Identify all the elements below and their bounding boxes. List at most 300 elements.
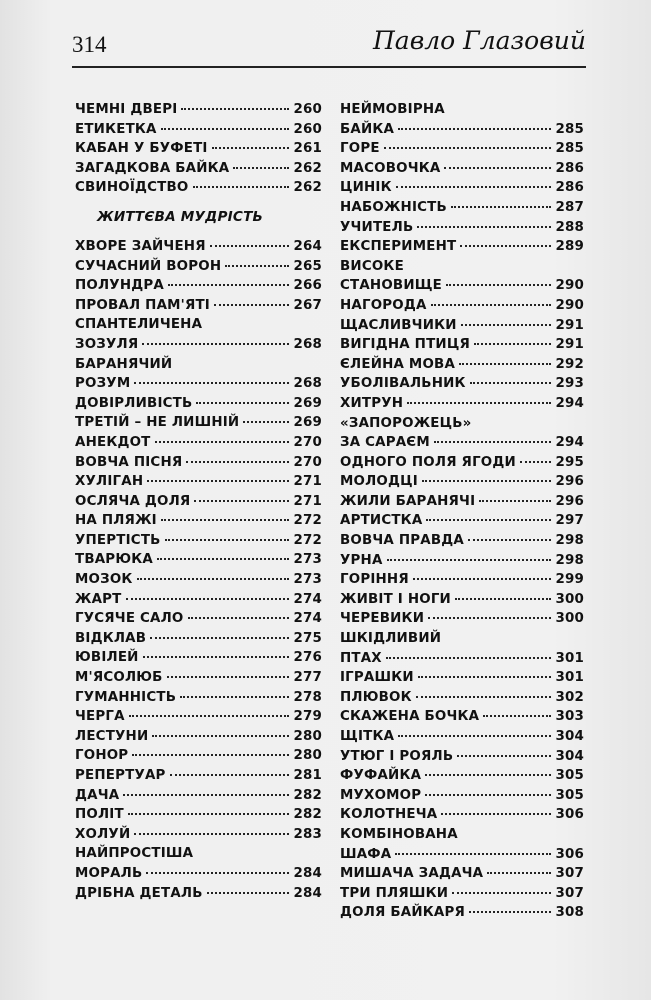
toc-list-section xyxy=(75,237,322,903)
toc-entry xyxy=(75,786,322,806)
toc-entry xyxy=(75,139,322,159)
toc-entry-title: БАРАНЯЧИЙ xyxy=(75,356,173,372)
dot-leader xyxy=(386,657,552,659)
toc-entry-title: УРНА xyxy=(340,552,383,568)
toc-entry-title: ОДНОГО ПОЛЯ ЯГОДИ xyxy=(340,454,516,470)
toc-entry xyxy=(340,747,584,767)
toc-entry-title: ВИГІДНА ПТИЦЯ xyxy=(340,337,470,353)
toc-entry-page: 262 xyxy=(293,160,322,176)
toc-entry-title: ПРОВАЛ ПАМ'ЯТІ xyxy=(75,297,210,313)
dot-leader xyxy=(181,108,289,110)
toc-entry-page: 266 xyxy=(293,278,322,294)
toc-entry-title: ЖАРТ xyxy=(75,591,122,607)
toc-entry xyxy=(340,531,584,551)
toc-entry xyxy=(340,668,584,688)
toc-right-column xyxy=(340,100,584,923)
toc-entry xyxy=(340,100,584,120)
toc-entry-page: 296 xyxy=(555,474,584,490)
toc-entry-page: 285 xyxy=(555,141,584,157)
toc-entry-page: 304 xyxy=(555,729,584,744)
toc-entry xyxy=(340,688,584,708)
toc-entry-title: ЄЛЕЙНА МОВА xyxy=(340,356,456,372)
toc-entry xyxy=(75,335,322,355)
toc-entry-page: 304 xyxy=(555,748,584,764)
dot-leader xyxy=(441,813,551,815)
dot-leader xyxy=(444,167,551,169)
dot-leader xyxy=(155,441,290,443)
toc-entry-title: НЕЙМОВІРНА xyxy=(340,102,445,117)
toc-entry-title: СТАНОВИЩЕ xyxy=(340,278,443,294)
toc-entry-title: ФУФАЙКА xyxy=(340,768,422,784)
toc-entry-page: 277 xyxy=(293,670,322,686)
dot-leader xyxy=(395,853,551,855)
toc-entry-title: ЩАСЛИВЧИКИ xyxy=(340,317,457,333)
toc-entry-title: ВИСОКЕ xyxy=(340,258,404,274)
toc-entry-title: ЖИВІТ І НОГИ xyxy=(340,591,451,607)
dot-leader xyxy=(152,735,289,737)
toc-entry xyxy=(340,766,584,786)
toc-entry-page: 282 xyxy=(293,787,322,803)
toc-entry xyxy=(75,570,322,590)
dot-leader xyxy=(161,128,290,130)
toc-entry-page: 288 xyxy=(555,219,584,235)
dot-leader xyxy=(147,480,289,482)
toc-entry-page: 270 xyxy=(293,454,322,470)
dot-leader xyxy=(468,539,552,541)
toc-entry-title: МАСОВОЧКА xyxy=(340,160,441,176)
dot-leader xyxy=(461,324,552,326)
toc-entry-page: 264 xyxy=(293,238,322,254)
toc-entry xyxy=(340,511,584,531)
toc-entry-title: МУХОМОР xyxy=(340,787,422,803)
toc-entry xyxy=(340,570,584,590)
toc-entry xyxy=(75,433,322,453)
toc-entry-title: ІГРАШКИ xyxy=(340,670,414,686)
toc-entry xyxy=(340,335,584,355)
toc-entry xyxy=(340,472,584,492)
toc-entry-title: М'ЯСОЛЮБ xyxy=(75,670,163,686)
toc-entry xyxy=(75,746,322,766)
toc-entry-title: ЧЕМНІ ДВЕРІ xyxy=(75,102,178,117)
toc-entry xyxy=(75,805,322,825)
toc-entry-page: 273 xyxy=(293,572,322,588)
toc-entry xyxy=(75,707,322,727)
toc-entry-page: 305 xyxy=(555,787,584,803)
dot-leader xyxy=(165,539,290,541)
toc-entry-title: МОЛОДЦІ xyxy=(340,474,418,490)
dot-leader xyxy=(398,735,551,737)
toc-entry-page: 296 xyxy=(555,493,584,509)
dot-leader xyxy=(233,167,289,169)
toc-entry-title: ДОВІРЛИВІСТЬ xyxy=(75,395,193,411)
toc-entry-title: ДОЛЯ БАЙКАРЯ xyxy=(340,905,466,921)
toc-entry xyxy=(340,374,584,394)
toc-entry-page: 308 xyxy=(555,905,584,921)
toc-entry-page: 294 xyxy=(555,395,584,411)
dot-leader xyxy=(520,461,552,463)
toc-entry-title: АРТИСТКА xyxy=(340,513,423,529)
toc-entry-title: СПАНТЕЛИЧЕНА xyxy=(75,317,203,333)
toc-entry-page: 261 xyxy=(293,141,322,157)
dot-leader xyxy=(446,284,551,286)
toc-entry xyxy=(340,629,584,649)
toc-entry-title: ЧЕРГА xyxy=(75,709,125,725)
toc-entry-page: 283 xyxy=(293,826,322,842)
toc-entry-title: НАГОРОДА xyxy=(340,297,427,313)
toc-entry-page: 300 xyxy=(555,591,584,607)
toc-entry-title: СУЧАСНИЙ ВОРОН xyxy=(75,258,222,274)
toc-entry-title: МОЗОК xyxy=(75,572,133,588)
running-head-author: Павло Глазовий xyxy=(373,26,586,55)
toc-entry xyxy=(340,864,584,884)
dot-leader xyxy=(243,421,289,423)
toc-entry-title: НАБОЖНІСТЬ xyxy=(340,199,447,215)
toc-entry-title: ВОВЧА ПРАВДА xyxy=(340,533,464,549)
toc-entry xyxy=(75,159,322,179)
toc-entry xyxy=(340,845,584,865)
dot-leader xyxy=(479,500,551,502)
toc-entry xyxy=(75,472,322,492)
toc-entry xyxy=(75,394,322,414)
toc-entry xyxy=(340,551,584,571)
toc-entry xyxy=(75,864,322,884)
toc-entry-title: ГУМАННІСТЬ xyxy=(75,689,177,705)
dot-leader xyxy=(413,578,552,580)
toc-entry-page: 269 xyxy=(293,415,322,431)
toc-entry xyxy=(340,394,584,414)
toc-entry-title: МИШАЧА ЗАДАЧА xyxy=(340,866,484,882)
dot-leader xyxy=(134,833,289,835)
toc-entry-page: 260 xyxy=(293,121,322,137)
dot-leader xyxy=(431,304,552,306)
toc-entry xyxy=(75,453,322,473)
dot-leader xyxy=(134,382,289,384)
toc-entry xyxy=(75,355,322,375)
toc-entry xyxy=(340,805,584,825)
toc-entry-page: 286 xyxy=(555,180,584,196)
toc-list-before-section xyxy=(75,100,322,198)
toc-entry xyxy=(340,159,584,179)
toc-entry xyxy=(75,257,322,277)
toc-entry-page: 293 xyxy=(555,376,584,392)
toc-entry-title: КАБАН У БУФЕТІ xyxy=(75,141,208,157)
toc-entry xyxy=(75,296,322,316)
dot-leader xyxy=(428,617,551,619)
dot-leader xyxy=(407,402,551,404)
dot-leader xyxy=(422,480,551,482)
toc-entry-title: ХОЛУЙ xyxy=(75,826,131,842)
dot-leader xyxy=(474,343,551,345)
dot-leader xyxy=(483,715,551,717)
dot-leader xyxy=(180,696,289,698)
dot-leader xyxy=(425,794,551,796)
toc-entry-page: 301 xyxy=(555,670,584,686)
dot-leader xyxy=(188,617,290,619)
toc-entry-page: 272 xyxy=(293,532,322,548)
dot-leader xyxy=(207,892,290,894)
toc-entry-page: 291 xyxy=(555,317,584,333)
toc-left-column xyxy=(75,100,322,903)
toc-entry-title: КОЛОТНЕЧА xyxy=(340,807,438,823)
dot-leader xyxy=(396,186,552,188)
toc-entry xyxy=(75,511,322,531)
toc-entry-page: 282 xyxy=(293,807,322,823)
dot-leader xyxy=(143,656,290,658)
toc-entry-title: КОМБІНОВАНА xyxy=(340,826,458,842)
dot-leader xyxy=(186,461,289,463)
dot-leader xyxy=(129,715,290,717)
toc-entry-page: 291 xyxy=(555,337,584,353)
toc-entry-page: 260 xyxy=(293,102,322,117)
toc-entry-title: УТЮГ І РОЯЛЬ xyxy=(340,748,454,764)
dot-leader xyxy=(123,794,289,796)
toc-entry-page: 298 xyxy=(555,552,584,568)
dot-leader xyxy=(469,911,551,913)
toc-entry-page: 267 xyxy=(293,297,322,313)
page-header xyxy=(72,26,586,68)
toc-entry xyxy=(75,766,322,786)
toc-entry xyxy=(340,590,584,610)
dot-leader xyxy=(137,578,290,580)
toc-entry-title: ДРІБНА ДЕТАЛЬ xyxy=(75,885,203,901)
toc-entry-page: 268 xyxy=(293,336,322,352)
toc-entry xyxy=(340,786,584,806)
toc-entry xyxy=(340,257,584,277)
toc-entry-title: НА ПЛЯЖІ xyxy=(75,513,157,529)
toc-entry-title: «ЗАПОРОЖЕЦЬ» xyxy=(340,415,472,431)
toc-entry-page: 273 xyxy=(293,552,322,568)
dot-leader xyxy=(194,500,289,502)
toc-entry-title: ЖИЛИ БАРАНЯЧІ xyxy=(340,493,476,509)
dot-leader xyxy=(132,754,289,756)
dot-leader xyxy=(168,284,289,286)
toc-entry-page: 274 xyxy=(293,591,322,607)
toc-entry-title: УБОЛІВАЛЬНИК xyxy=(340,376,466,392)
dot-leader xyxy=(212,147,290,149)
toc-entry-title: ЦИНІК xyxy=(340,180,392,196)
toc-entry-title: МОРАЛЬ xyxy=(75,865,143,881)
toc-entry-page: 306 xyxy=(555,807,584,823)
toc-entry xyxy=(340,414,584,434)
toc-entry-title: ПОЛУНДРА xyxy=(75,278,164,294)
toc-entry xyxy=(340,316,584,336)
toc-entry-title: ГОНОР xyxy=(75,748,129,764)
toc-entry xyxy=(75,315,322,335)
toc-entry-title: ТВАРЮКА xyxy=(75,552,153,568)
toc-entry-page: 284 xyxy=(293,885,322,901)
toc-entry xyxy=(340,492,584,512)
dot-leader xyxy=(451,206,552,208)
toc-entry-title: УПЕРТІСТЬ xyxy=(75,532,161,548)
toc-entry xyxy=(75,884,322,904)
toc-entry-title: УЧИТЕЛЬ xyxy=(340,219,414,235)
toc-entry xyxy=(340,139,584,159)
dot-leader xyxy=(398,128,551,130)
dot-leader xyxy=(387,559,552,561)
toc-entry-page: 289 xyxy=(555,239,584,255)
toc-entry-page: 295 xyxy=(555,454,584,470)
toc-entry-page: 279 xyxy=(293,709,322,725)
toc-entry-page: 271 xyxy=(293,474,322,490)
toc-entry-page: 274 xyxy=(293,611,322,627)
toc-entry-page: 269 xyxy=(293,395,322,411)
toc-entry xyxy=(75,178,322,198)
toc-entry-title: ВІДКЛАВ xyxy=(75,630,147,646)
toc-entry-page: 285 xyxy=(555,121,584,137)
toc-entry xyxy=(340,355,584,375)
toc-entry xyxy=(75,550,322,570)
toc-entry xyxy=(340,276,584,296)
toc-entry xyxy=(340,649,584,669)
page-number: 314 xyxy=(72,32,107,57)
toc-entry-title: ЧЕРЕВИКИ xyxy=(340,611,425,627)
toc-entry xyxy=(340,237,584,257)
toc-entry xyxy=(340,609,584,629)
toc-entry-title: ХУЛІГАН xyxy=(75,474,144,490)
toc-entry-title: ЗОЗУЛЯ xyxy=(75,336,139,352)
toc-entry xyxy=(340,727,584,747)
toc-entry xyxy=(75,590,322,610)
toc-entry-page: 306 xyxy=(555,846,584,862)
toc-entry-title: ШАФА xyxy=(340,846,392,862)
toc-entry-title: РЕПЕРТУАР xyxy=(75,768,166,783)
toc-entry-page: 305 xyxy=(555,768,584,784)
toc-entry-page: 265 xyxy=(293,258,322,274)
dot-leader xyxy=(142,343,289,345)
dot-leader xyxy=(210,245,290,247)
toc-entry xyxy=(340,178,584,198)
dot-leader xyxy=(384,147,552,149)
toc-entry-title: АНЕКДОТ xyxy=(75,434,151,450)
dot-leader xyxy=(167,676,290,678)
toc-entry-page: 284 xyxy=(293,865,322,881)
toc-entry xyxy=(340,120,584,140)
dot-leader xyxy=(416,696,552,698)
toc-entry-title: ПТАХ xyxy=(340,650,382,666)
toc-entry-title: ВОВЧА ПІСНЯ xyxy=(75,454,183,470)
toc-entry xyxy=(340,453,584,473)
dot-leader xyxy=(128,813,290,815)
toc-entry-title: БАЙКА xyxy=(340,121,395,137)
toc-entry-title: ДАЧА xyxy=(75,787,120,803)
dot-leader xyxy=(150,637,289,639)
toc-entry-page: 301 xyxy=(555,650,584,666)
toc-entry-title: СКАЖЕНА БОЧКА xyxy=(340,709,480,725)
toc-entry xyxy=(75,825,322,845)
toc-entry-title: ШКІДЛИВИЙ xyxy=(340,631,442,647)
toc-entry-page: 278 xyxy=(293,689,322,705)
dot-leader xyxy=(418,676,552,678)
dot-leader xyxy=(170,774,290,776)
dot-leader xyxy=(126,598,290,600)
toc-entry-page: 300 xyxy=(555,611,584,627)
toc-entry xyxy=(340,433,584,453)
toc-entry-page: 286 xyxy=(555,160,584,176)
dot-leader xyxy=(460,245,551,247)
toc-entry xyxy=(75,237,322,257)
toc-entry-page: 307 xyxy=(555,866,584,882)
toc-entry-page: 290 xyxy=(555,297,584,313)
toc-entry-title: ГУСЯЧЕ САЛО xyxy=(75,611,184,627)
toc-entry-page: 298 xyxy=(555,533,584,549)
toc-entry-title: ПОЛІТ xyxy=(75,807,124,823)
toc-entry xyxy=(340,825,584,845)
toc-entry-page: 302 xyxy=(555,689,584,705)
toc-entry-title: ТРИ ПЛЯШКИ xyxy=(340,885,449,901)
toc-entry-title: ЩІТКА xyxy=(340,729,395,744)
dot-leader xyxy=(146,872,289,874)
toc-list-right xyxy=(340,100,584,923)
toc-entry xyxy=(340,903,584,923)
toc-entry-title: ЕТИКЕТКА xyxy=(75,121,157,137)
toc-entry-page: 276 xyxy=(293,650,322,666)
toc-entry xyxy=(75,688,322,708)
toc-entry-title: ХВОРЕ ЗАЙЧЕНЯ xyxy=(75,238,206,254)
toc-entry xyxy=(75,609,322,629)
toc-entry-title: ГОРІННЯ xyxy=(340,572,409,588)
toc-entry-page: 294 xyxy=(555,435,584,451)
dot-leader xyxy=(426,519,551,521)
dot-leader xyxy=(487,872,551,874)
toc-entry xyxy=(75,648,322,668)
toc-entry xyxy=(75,100,322,120)
toc-entry-page: 303 xyxy=(555,709,584,725)
dot-leader xyxy=(196,402,289,404)
toc-entry-title: ЗАГАДКОВА БАЙКА xyxy=(75,160,230,176)
dot-leader xyxy=(161,519,290,521)
toc-entry-page: 281 xyxy=(293,768,322,783)
toc-entry xyxy=(75,727,322,747)
toc-entry-title: ГОРЕ xyxy=(340,141,380,157)
toc-entry xyxy=(340,198,584,218)
toc-entry-page: 275 xyxy=(293,630,322,646)
dot-leader xyxy=(417,226,551,228)
dot-leader xyxy=(157,558,289,560)
dot-leader xyxy=(214,304,289,306)
toc-entry-title: СВИНОЇДСТВО xyxy=(75,180,189,196)
toc-entry-title: ХИТРУН xyxy=(340,395,404,411)
toc-entry-title: ЮВІЛЕЙ xyxy=(75,650,139,666)
toc-entry-page: 280 xyxy=(293,728,322,744)
dot-leader xyxy=(193,186,290,188)
toc-entry xyxy=(75,531,322,551)
toc-entry xyxy=(75,629,322,649)
toc-entry xyxy=(75,492,322,512)
dot-leader xyxy=(434,441,552,443)
dot-leader xyxy=(425,774,551,776)
dot-leader xyxy=(452,892,551,894)
toc-entry-page: 299 xyxy=(555,572,584,588)
toc-entry-page: 271 xyxy=(293,493,322,509)
toc-entry xyxy=(75,374,322,394)
toc-entry xyxy=(75,413,322,433)
dot-leader xyxy=(459,363,551,365)
toc-entry xyxy=(340,884,584,904)
toc-entry-page: 270 xyxy=(293,434,322,450)
toc-entry-page: 287 xyxy=(555,199,584,215)
dot-leader xyxy=(225,265,289,267)
toc-entry xyxy=(340,296,584,316)
toc-entry-title: РОЗУМ xyxy=(75,376,131,392)
toc-entry xyxy=(75,276,322,296)
toc-entry xyxy=(75,120,322,140)
toc-entry-title: ЕКСПЕРИМЕНТ xyxy=(340,239,457,255)
dot-leader xyxy=(457,755,551,757)
section-title: ЖИТТЄВА МУДРІСТЬ xyxy=(97,208,264,225)
toc-entry-page: 272 xyxy=(293,513,322,529)
toc-entry-page: 290 xyxy=(555,278,584,294)
toc-entry-page: 307 xyxy=(555,885,584,901)
